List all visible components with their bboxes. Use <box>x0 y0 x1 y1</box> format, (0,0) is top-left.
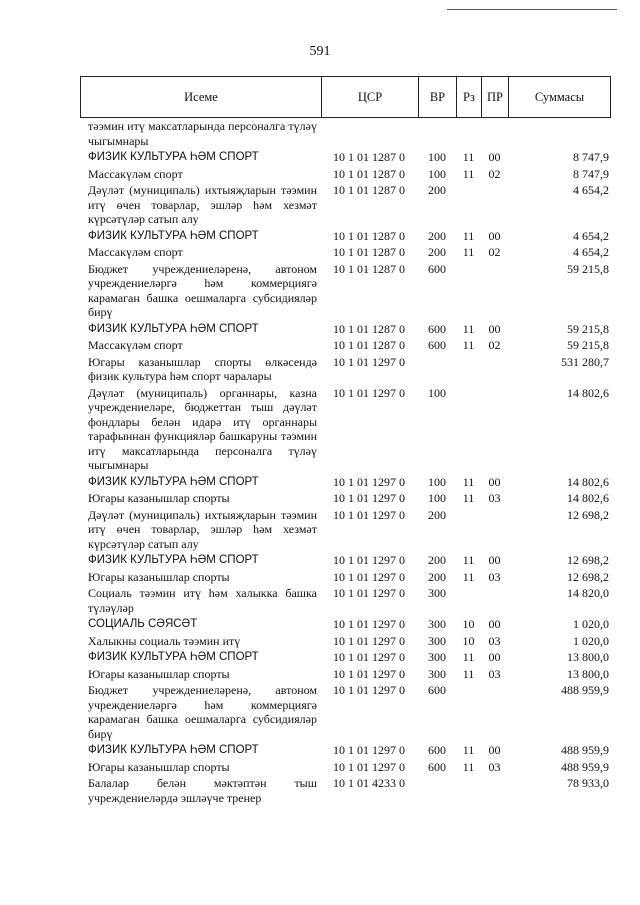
cell-name: Халыкны социаль тәэмин итү <box>88 633 241 648</box>
cell-vr: 100 <box>428 385 446 400</box>
header-vr: ВР <box>419 77 457 117</box>
header-csr: ЦСР <box>322 77 419 117</box>
cell-sum: 12 698,2 <box>567 507 609 522</box>
table-row <box>80 634 611 649</box>
cell-name: Югары казанышлар спорты <box>88 491 230 505</box>
cell-sum: 488 959,9 <box>561 743 609 757</box>
cell-vr: 200 <box>428 245 446 259</box>
top-rule <box>447 9 617 10</box>
cell-sum: 8 747,9 <box>573 166 609 181</box>
cell-rz: 11 <box>462 553 475 567</box>
cell-vr: 300 <box>428 586 446 600</box>
cell-name: Дәүләт (муниципаль) органнары, казна учреждениеләре, бюджеттан тыш дәүләт фондлары белән идарә итү органнары тарафыннан функцияләр башкаруны тәэмин итү максатларында персоналга түләү чыгымнары <box>88 385 317 472</box>
cell-vr: 600 <box>428 321 446 336</box>
cell-rz: 10 <box>462 633 475 648</box>
cell-vr <box>418 119 456 148</box>
table-row <box>80 167 611 182</box>
cell-pr: 00 <box>488 228 501 243</box>
cell-pr: 03 <box>488 759 501 774</box>
cell-sum: 8 747,9 <box>573 150 609 164</box>
cell-pr: 00 <box>488 617 501 631</box>
cell-csr: 10 1 01 1297 0 <box>333 666 405 681</box>
cell-rz: 11 <box>462 338 475 352</box>
cell-pr <box>481 586 508 615</box>
table-row <box>80 183 611 227</box>
cell-name: ФИЗИК КУЛЬТУРА ҺӘМ СПОРТ <box>88 151 259 163</box>
cell-rz <box>456 183 481 227</box>
cell-pr <box>481 262 508 320</box>
cell-vr: 600 <box>428 759 446 774</box>
cell-rz: 11 <box>462 569 475 584</box>
cell-name: Югары казанышлар спорты өлкәсендә физик культура һәм спорт чаралары <box>88 354 317 383</box>
cell-name: ФИЗИК КУЛЬТУРА ҺӘМ СПОРТ <box>88 229 259 242</box>
cell-pr: 00 <box>488 743 501 757</box>
cell-rz <box>456 683 481 741</box>
cell-csr: 10 1 01 1287 0 <box>333 183 405 197</box>
header-name: Исеме <box>81 77 322 117</box>
cell-name: ФИЗИК КУЛЬТУРА ҺӘМ СПОРТ <box>88 554 259 566</box>
cell-csr: 10 1 01 1297 0 <box>333 491 405 505</box>
table-row <box>80 119 611 148</box>
cell-vr: 300 <box>428 617 446 631</box>
cell-csr: 10 1 01 4233 0 <box>333 776 405 790</box>
cell-sum: 59 215,8 <box>567 261 609 276</box>
cell-name: СОЦИАЛЬ СӘЯСӘТ <box>88 618 198 630</box>
table-row <box>80 683 611 741</box>
cell-name: Массакүләм спорт <box>88 166 183 181</box>
cell-pr: 03 <box>488 633 501 648</box>
cell-csr: 10 1 01 1297 0 <box>333 385 405 400</box>
cell-name: ФИЗИК КУЛЬТУРА ҺӘМ СПОРТ <box>88 651 259 663</box>
cell-name: ФИЗИК КУЛЬТУРА ҺӘМ СПОРТ <box>88 744 259 756</box>
cell-name: Дәүләт (муниципаль) ихтыяҗларын тәэмин итү өчен товарлар, эшләр һәм хезмәт күрсәтүләр сатып алу <box>88 507 317 551</box>
cell-csr: 10 1 01 1297 0 <box>333 507 405 522</box>
cell-sum: 12 698,2 <box>567 553 609 567</box>
cell-sum: 13 800,0 <box>567 666 609 681</box>
table-row <box>80 760 611 775</box>
cell-name: тәэмин итү максатларында персоналга түләү чыгымнары <box>88 119 317 148</box>
cell-csr: 10 1 01 1297 0 <box>333 553 405 567</box>
cell-sum: 488 959,9 <box>561 683 609 697</box>
cell-sum: 1 020,0 <box>573 633 609 648</box>
cell-name: ФИЗИК КУЛЬТУРА ҺӘМ СПОРТ <box>88 475 259 488</box>
table-row <box>80 150 611 165</box>
cell-rz: 11 <box>462 759 475 774</box>
cell-vr: 600 <box>428 683 446 697</box>
cell-sum: 4 654,2 <box>573 183 609 197</box>
cell-rz: 11 <box>462 245 475 259</box>
table-row <box>80 262 611 320</box>
page-number: 591 <box>309 44 331 59</box>
cell-pr: 03 <box>488 491 501 505</box>
cell-pr: 02 <box>488 245 501 259</box>
cell-vr: 100 <box>428 474 446 489</box>
table-row <box>80 245 611 260</box>
cell-csr: 10 1 01 1297 0 <box>333 743 405 757</box>
cell-pr: 02 <box>488 166 501 181</box>
cell-pr <box>481 776 508 805</box>
table-row <box>80 617 611 632</box>
cell-csr: 10 1 01 1297 0 <box>333 683 405 697</box>
cell-sum: 12 698,2 <box>567 569 609 584</box>
cell-sum: 14 802,6 <box>567 474 609 489</box>
cell-pr: 02 <box>488 338 501 352</box>
cell-sum: 4 654,2 <box>573 245 609 259</box>
cell-sum: 4 654,2 <box>573 228 609 243</box>
cell-rz <box>456 586 481 615</box>
cell-pr <box>481 386 508 473</box>
cell-vr: 100 <box>428 166 446 181</box>
table-row <box>80 586 611 615</box>
table-row <box>80 650 611 665</box>
cell-sum: 14 820,0 <box>567 586 609 600</box>
cell-rz: 11 <box>462 666 475 681</box>
cell-rz: 11 <box>462 228 475 243</box>
cell-name: ФИЗИК КУЛЬТУРА ҺӘМ СПОРТ <box>88 322 259 335</box>
cell-csr: 10 1 01 1297 0 <box>333 759 405 774</box>
cell-csr: 10 1 01 1297 0 <box>333 354 405 369</box>
cell-name: Дәүләт (муниципаль) ихтыяҗларын тәэмин итү өчен товарлар, эшләр һәм хезмәт күрсәтүләр сатып алу <box>88 183 317 226</box>
cell-pr: 00 <box>488 321 501 336</box>
cell-rz <box>456 386 481 473</box>
cell-rz: 11 <box>462 491 475 505</box>
cell-csr: 10 1 01 1297 0 <box>333 617 405 631</box>
table-row <box>80 508 611 552</box>
cell-rz: 11 <box>462 743 475 757</box>
cell-csr: 10 1 01 1287 0 <box>333 261 405 276</box>
table-row <box>80 475 611 490</box>
cell-sum: 59 215,8 <box>567 338 609 352</box>
cell-pr <box>481 355 508 384</box>
cell-csr: 10 1 01 1287 0 <box>333 228 405 243</box>
cell-pr: 03 <box>488 666 501 681</box>
cell-vr: 600 <box>428 338 446 352</box>
cell-vr: 600 <box>428 743 446 757</box>
cell-rz: 11 <box>462 166 475 181</box>
cell-name: Социаль тәэмин итү һәм халыкка башка түләүләр <box>88 586 317 615</box>
cell-csr: 10 1 01 1297 0 <box>333 633 405 648</box>
cell-pr <box>481 183 508 227</box>
cell-sum: 59 215,8 <box>567 321 609 336</box>
table-row <box>80 570 611 585</box>
cell-sum: 78 933,0 <box>567 776 609 790</box>
cell-csr: 10 1 01 1297 0 <box>333 586 405 600</box>
header-rz: Рз <box>457 77 482 117</box>
cell-rz: 11 <box>462 474 475 489</box>
cell-pr: 00 <box>488 150 501 164</box>
cell-rz: 11 <box>462 321 475 336</box>
cell-rz <box>456 119 481 148</box>
table-row <box>80 355 611 384</box>
cell-name: Югары казанышлар спорты <box>88 666 230 681</box>
cell-csr: 10 1 01 1297 0 <box>333 474 405 489</box>
cell-vr: 100 <box>428 491 446 505</box>
table-row <box>80 386 611 473</box>
cell-csr: 10 1 01 1287 0 <box>333 150 405 164</box>
cell-sum: 13 800,0 <box>567 650 609 664</box>
cell-pr: 03 <box>488 569 501 584</box>
cell-rz: 10 <box>462 617 475 631</box>
cell-pr: 00 <box>488 474 501 489</box>
cell-vr: 200 <box>428 569 446 584</box>
cell-rz <box>456 508 481 552</box>
table-row <box>80 667 611 682</box>
table-row <box>80 229 611 244</box>
cell-name: Массакүләм спорт <box>88 245 183 259</box>
cell-csr: 10 1 01 1297 0 <box>333 650 405 664</box>
cell-name: Югары казанышлар спорты <box>88 759 230 774</box>
cell-sum: 1 020,0 <box>573 617 609 631</box>
cell-csr: 10 1 01 1287 0 <box>333 245 405 259</box>
cell-name: Бюджет учреждениеләренә, автоном учреждениеләргә һәм коммерциягә карамаган башка оешмаларга субсидияләр бирү <box>88 261 317 319</box>
cell-pr: 00 <box>488 553 501 567</box>
table-body <box>80 119 611 805</box>
cell-vr: 200 <box>428 507 446 522</box>
table-row <box>80 776 611 805</box>
header-pr: ПР <box>482 77 509 117</box>
cell-csr: 10 1 01 1287 0 <box>333 166 405 181</box>
cell-pr <box>481 508 508 552</box>
cell-rz: 11 <box>462 650 475 664</box>
cell-name: Югары казанышлар спорты <box>88 569 230 584</box>
cell-csr <box>321 119 418 148</box>
cell-vr <box>418 355 456 384</box>
cell-vr: 200 <box>428 183 446 197</box>
cell-pr <box>481 119 508 148</box>
cell-vr: 300 <box>428 666 446 681</box>
cell-rz <box>456 355 481 384</box>
cell-name: Бюджет учреждениеләренә, автоном учреждениеләргә һәм коммерциягә карамаган башка оешмаларга субсидияләр бирү <box>88 683 317 741</box>
cell-vr: 200 <box>428 228 446 243</box>
cell-sum <box>508 119 611 148</box>
cell-rz <box>456 776 481 805</box>
cell-csr: 10 1 01 1287 0 <box>333 338 405 352</box>
cell-pr <box>481 683 508 741</box>
cell-vr: 600 <box>428 261 446 276</box>
cell-name: Балалар белән мәктәптән тыш учреждениеләрдә эшләүче тренер <box>88 776 317 805</box>
cell-sum: 14 802,6 <box>567 385 609 400</box>
cell-sum: 14 802,6 <box>567 491 609 505</box>
cell-pr: 00 <box>488 650 501 664</box>
cell-sum: 488 959,9 <box>561 759 609 774</box>
header-sum: Суммасы <box>534 89 585 104</box>
table-row <box>80 553 611 568</box>
cell-csr: 10 1 01 1297 0 <box>333 569 405 584</box>
table-row <box>80 743 611 758</box>
cell-vr: 100 <box>428 150 446 164</box>
cell-csr: 10 1 01 1287 0 <box>333 321 405 336</box>
table-header <box>80 76 611 118</box>
table-row <box>80 338 611 353</box>
cell-sum: 531 280,7 <box>561 354 609 369</box>
cell-vr: 300 <box>428 650 446 664</box>
cell-vr: 200 <box>428 553 446 567</box>
table-row <box>80 491 611 506</box>
table-row <box>80 322 611 337</box>
cell-name: Массакүләм спорт <box>88 338 183 352</box>
cell-vr <box>418 776 456 805</box>
cell-rz: 11 <box>462 150 475 164</box>
cell-vr: 300 <box>428 633 446 648</box>
cell-rz <box>456 262 481 320</box>
